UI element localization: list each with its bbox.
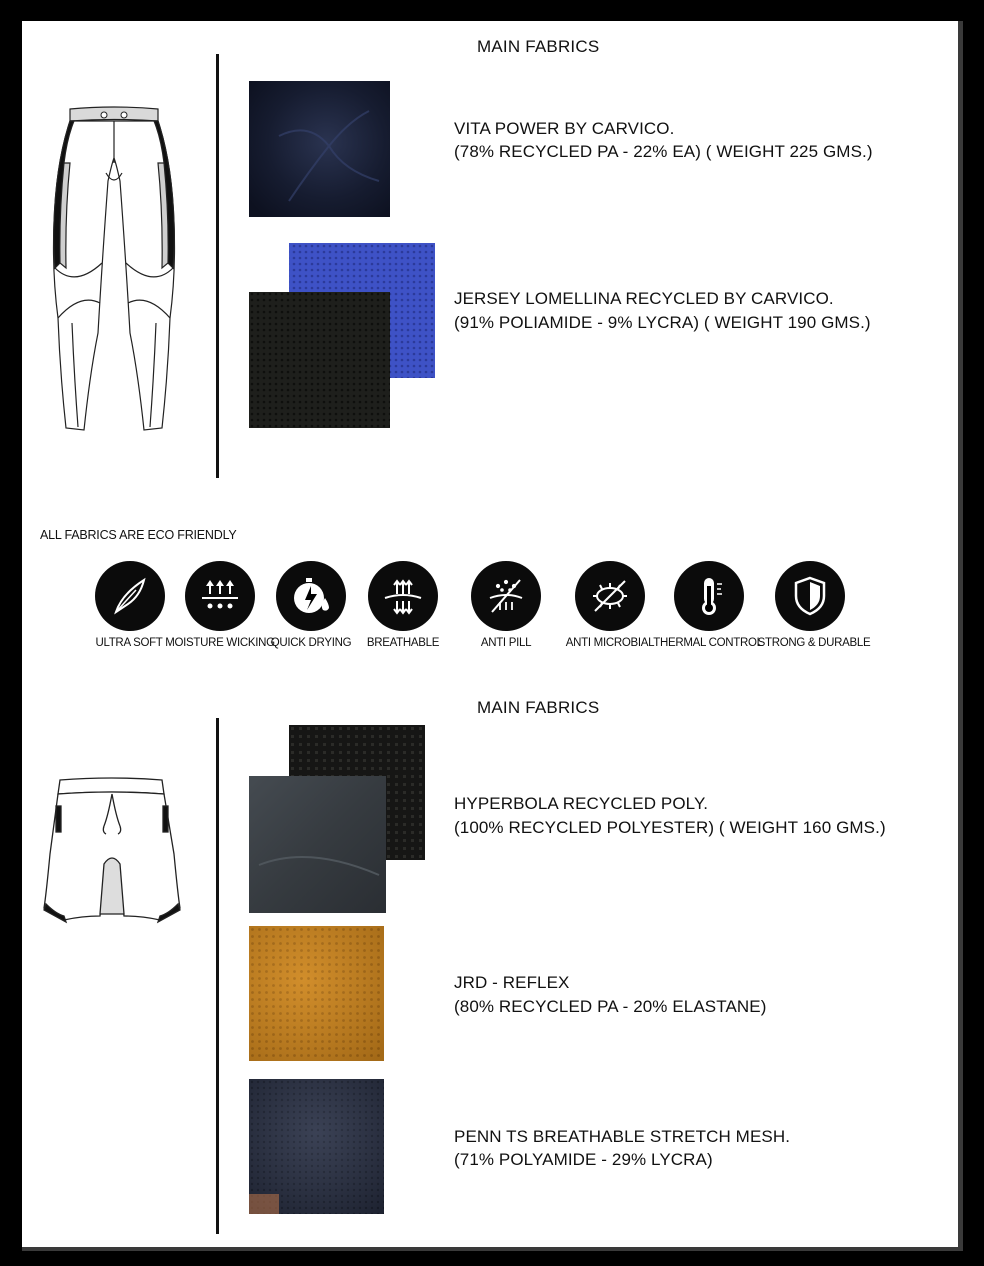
feature-label-6: ANTI MICROBIAL	[565, 637, 655, 649]
feature-label-3: QUICK DRYING	[270, 637, 352, 649]
divider-top	[216, 54, 219, 478]
fabric-name-5: PENN TS BREATHABLE STRETCH MESH.	[454, 1127, 791, 1146]
feature-label-7: THERMAL CONTROL	[653, 637, 763, 649]
fabric-name-4: JRD - REFLEX	[454, 973, 570, 992]
thermometer-icon	[674, 561, 744, 631]
fabric-composition-3: (100% RECYCLED POLYESTER) ( WEIGHT 160 GMS.)	[454, 818, 886, 837]
fabric-name-3: HYPERBOLA RECYCLED POLY.	[454, 794, 709, 813]
breathable-icon	[368, 561, 438, 631]
feature-label-5: ANTI PILL	[480, 637, 532, 649]
feature-label-8: STRONG & DURABLE	[757, 637, 871, 649]
fabric-composition-2: (91% POLIAMIDE - 9% LYCRA) ( WEIGHT 190 GMS.)	[454, 313, 871, 332]
section-title-bottom: MAIN FABRICS	[477, 698, 600, 717]
swatch-jrd-reflex	[249, 926, 384, 1061]
fabric-composition-4: (80% RECYCLED PA - 20% ELASTANE)	[454, 997, 767, 1016]
feature-label-1: ULTRA SOFT	[95, 637, 163, 649]
shorts-sketch	[42, 776, 182, 924]
swatch-jersey-lomellina	[249, 243, 435, 428]
feature-label-2: MOISTURE WICKING	[165, 637, 275, 649]
feather-icon	[95, 561, 165, 631]
tech-sheet-page	[22, 21, 963, 1251]
feature-label-4: BREATHABLE	[366, 637, 440, 649]
eco-heading: ALL FABRICS ARE ECO FRIENDLY	[40, 528, 237, 542]
anti-microbial-icon	[575, 561, 645, 631]
swatch-penn-ts	[249, 1079, 384, 1214]
stopwatch-drop-icon	[276, 561, 346, 631]
swatch-hyperbola	[249, 725, 425, 913]
fabric-composition-5: (71% POLYAMIDE - 29% LYCRA)	[454, 1150, 713, 1169]
anti-pill-icon	[471, 561, 541, 631]
moisture-wicking-icon	[185, 561, 255, 631]
fabric-name-1: VITA POWER BY CARVICO.	[454, 119, 675, 138]
swatch-vita-power	[249, 81, 390, 217]
leggings-sketch	[50, 103, 178, 433]
shield-icon	[775, 561, 845, 631]
fabric-composition-1: (78% RECYCLED PA - 22% EA) ( WEIGHT 225 GMS.)	[454, 142, 873, 161]
divider-bottom	[216, 718, 219, 1234]
section-title-top: MAIN FABRICS	[477, 37, 600, 56]
fabric-name-2: JERSEY LOMELLINA RECYCLED BY CARVICO.	[454, 289, 834, 308]
